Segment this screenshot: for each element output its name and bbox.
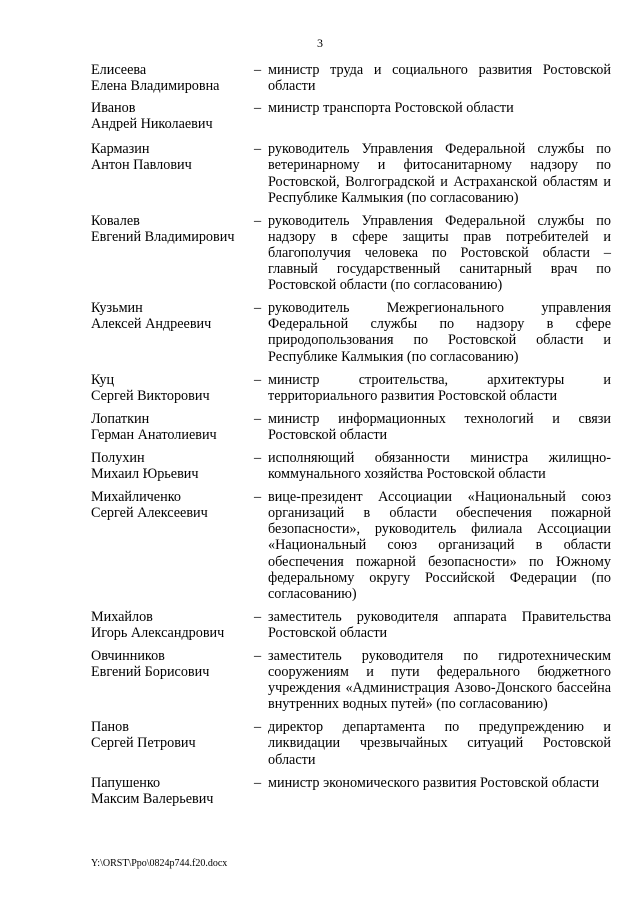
member-name	[91, 372, 254, 404]
member-last-name: Кармазин	[91, 141, 150, 158]
roster-entry	[91, 719, 611, 767]
member-last-name: Михайлов	[91, 608, 153, 625]
member-last-name: Кузьмин	[91, 300, 143, 317]
member-last-name: Иванов	[91, 100, 136, 117]
member-first-names: Алексей Андреевич	[91, 316, 212, 333]
member-name	[91, 411, 254, 443]
member-first-names: Андрей Николаевич	[91, 116, 213, 133]
member-last-name: Ковалев	[91, 212, 140, 229]
entry-dash: –	[254, 410, 262, 427]
member-position: заместитель руководителя аппарата Правительства Ростовской области	[268, 608, 611, 641]
member-name	[91, 648, 254, 680]
roster-entry	[91, 609, 611, 641]
member-first-names: Игорь Александрович	[91, 624, 225, 641]
member-last-name: Михайличенко	[91, 489, 181, 506]
document-file-path: Y:\ORST\Ppo\0824p744.f20.docx	[91, 858, 228, 869]
entry-dash: –	[254, 212, 262, 229]
member-position: исполняющий обязанности министра жилищно-коммунального хозяйства Ростовской области	[268, 449, 611, 483]
member-first-names: Сергей Викторович	[91, 387, 210, 404]
member-last-name: Папушенко	[91, 774, 161, 791]
member-name	[91, 213, 254, 245]
roster-entry	[91, 62, 611, 94]
member-position: министр строительства, архитектуры и территориального развития Ростовской области	[268, 371, 611, 404]
member-last-name: Лопаткин	[91, 410, 150, 427]
member-last-name: Панов	[91, 719, 129, 736]
member-name	[91, 489, 254, 521]
member-last-name: Елисеева	[91, 62, 147, 78]
member-position: директор департамента по предупреждению и ликвидации чрезвычайных ситуаций Ростовской области	[268, 719, 611, 768]
member-first-names: Сергей Алексеевич	[91, 505, 208, 522]
roster-entry	[91, 100, 611, 132]
member-first-names: Елена Владимировна	[91, 78, 220, 95]
member-first-names: Максим Валерьевич	[91, 790, 214, 807]
member-last-name: Куц	[91, 371, 115, 388]
entry-dash: –	[254, 141, 262, 158]
member-roster	[91, 62, 611, 807]
member-name	[91, 100, 254, 132]
member-first-names: Михаил Юрьевич	[91, 466, 199, 483]
member-first-names: Евгений Борисович	[91, 664, 210, 681]
entry-dash: –	[254, 100, 262, 117]
roster-entry	[91, 300, 611, 364]
roster-entry	[91, 450, 611, 482]
entry-dash: –	[254, 489, 262, 506]
entry-dash: –	[254, 449, 262, 466]
member-position: руководитель Межрегионального управления Федеральной службы по надзору в сфере природопользования по Ростовской области и Республике Калмыкия (по согласованию)	[268, 300, 611, 365]
member-name	[91, 719, 254, 751]
entry-dash: –	[254, 774, 262, 791]
roster-entry	[91, 411, 611, 443]
member-first-names: Евгений Владимирович	[91, 228, 235, 245]
member-name	[91, 141, 254, 173]
member-position: руководитель Управления Федеральной службы по надзору в сфере защиты прав потребителей и благополучия человека по Ростовской области – главный государственный санитарный врач по Ростовской области (по согласованию)	[268, 212, 611, 294]
entry-dash: –	[254, 62, 262, 78]
member-first-names: Антон Павлович	[91, 157, 192, 174]
member-position: министр труда и социального развития Ростовской области	[268, 62, 611, 95]
roster-entry	[91, 648, 611, 712]
member-position: министр транспорта Ростовской области	[268, 100, 514, 117]
entry-dash: –	[254, 300, 262, 317]
member-position: заместитель руководителя по гидротехническим сооружениям и пути федерального бюджетного учреждения «Администрация Азово-Донского бассейна внутренних водных путей» (по согласованию)	[268, 648, 611, 713]
entry-dash: –	[254, 648, 262, 664]
member-name	[91, 609, 254, 641]
member-position: министр экономического развития Ростовской области	[268, 774, 600, 791]
member-name	[91, 300, 254, 332]
member-first-names: Сергей Петрович	[91, 735, 196, 752]
member-first-names: Герман Анатолиевич	[91, 426, 217, 443]
entry-dash: –	[254, 608, 262, 625]
roster-entry	[91, 775, 611, 807]
roster-entry	[91, 141, 611, 205]
member-last-name: Полухин	[91, 449, 145, 466]
member-name	[91, 775, 254, 807]
member-position: вице-президент Ассоциации «Национальный союз организаций в области обеспечения пожарной безопасности», руководитель филиала Ассоциации «Национальный союз организаций в области обеспечения пожарной безопасности» по Южному федеральному округу Российской Федерации (по согласованию)	[268, 489, 611, 602]
entry-dash: –	[254, 719, 262, 736]
member-position: руководитель Управления Федеральной службы по ветеринарному и фитосанитарному надзору по Ростовской, Волгоградской и Астраханской областям и Республике Калмыкия (по согласованию)	[268, 141, 611, 206]
roster-entry	[91, 213, 611, 293]
roster-entry	[91, 489, 611, 602]
roster-entry	[91, 372, 611, 404]
page-number: 3	[317, 36, 323, 50]
member-name	[91, 62, 254, 94]
member-last-name: Овчинников	[91, 648, 165, 664]
member-name	[91, 450, 254, 482]
entry-dash: –	[254, 371, 262, 388]
member-position: министр информационных технологий и связи Ростовской области	[268, 410, 611, 443]
